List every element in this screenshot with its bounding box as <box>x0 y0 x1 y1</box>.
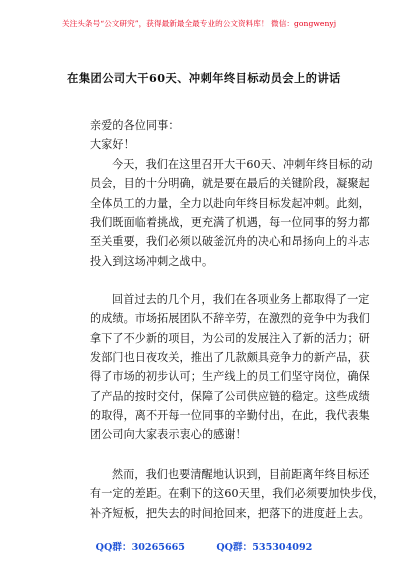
text-line: 的取得，离不开每一位同事的辛勤付出，在此，我代表集 <box>90 409 370 423</box>
text-line: 回首过去的几个月，我们在各项业务上都取得了一定 <box>112 293 370 306</box>
text-line: 得了市场的初步认可；生产线上的员工们坚守岗位，确保 <box>90 370 370 384</box>
greeting <box>90 116 338 135</box>
text-line: 然而，我们也要清醒地认识到，目前距离年终目标还 <box>112 468 370 481</box>
qq-group-2: QQ群：535304092 <box>216 542 313 553</box>
text-line: 拿下了不少新的项目，为公司的发展注入了新的活力；研 <box>90 331 370 345</box>
paragraph-intro <box>90 155 373 271</box>
text-line: 大家好！ <box>90 138 135 151</box>
text-line: 今天，我们在这里召开大干60天、冲刺年终目标的动 <box>112 158 373 171</box>
text-line: 全体员工的力量，全力以赴向年终目标发起冲刺。此刻， <box>90 196 370 210</box>
paragraph-review <box>90 290 370 445</box>
text-line: 至关重要，我们必须以破釜沉舟的决心和昂扬向上的斗志 <box>90 235 370 249</box>
text-line: 亲爱的各位同事： <box>90 119 180 132</box>
qq-group-1: QQ群：30265665 <box>95 542 185 553</box>
salutation <box>90 135 338 154</box>
paragraph-gap <box>90 465 385 523</box>
text-line: 补齐短板，把失去的时间抢回来，把落下的进度赶上去。 <box>90 506 370 520</box>
text-line: 有一定的差距。在剩下的这60天里，我们必须要加快步伐， <box>90 487 385 501</box>
promo-banner: 关注头条号“公文研究”，获得最新最全最专业的公文资料库！ 微信：gongwenyj <box>62 19 337 28</box>
text-line: 了产品的按时交付，保障了公司供应链的稳定。这些成绩 <box>90 389 370 403</box>
document-title: 在集团公司大干60天、冲刺年终目标动员会上的讲话 <box>67 71 341 85</box>
text-line: 员会，目的十分明确，就是要在最后的关键阶段，凝聚起 <box>90 177 370 191</box>
page-footer <box>0 539 408 553</box>
text-line: 投入到这场冲刺之战中。 <box>90 254 214 268</box>
text-line: 我们既面临着挑战，更充满了机遇，每一位同事的努力都 <box>90 216 370 230</box>
text-line: 的成绩。市场拓展团队不辞辛劳，在激烈的竞争中为我们 <box>90 312 370 326</box>
text-line: 团公司向大家表示衷心的感谢！ <box>90 428 247 442</box>
text-line: 发部门也日夜攻关，推出了几款颇具竞争力的新产品，获 <box>90 351 370 365</box>
